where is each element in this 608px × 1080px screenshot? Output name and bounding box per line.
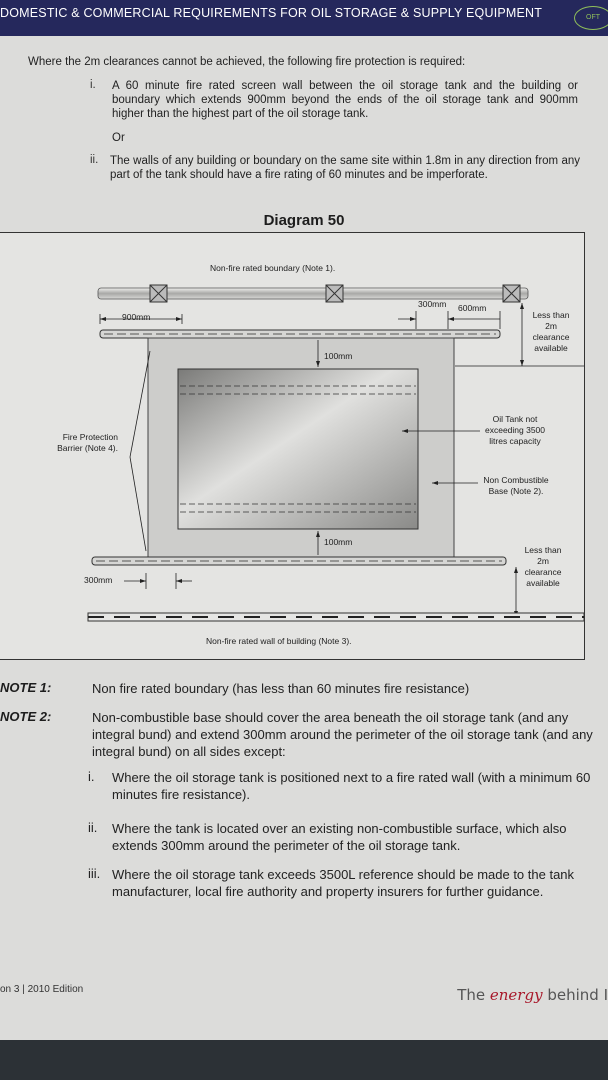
- dim-900mm: 900mm: [122, 312, 151, 322]
- boundary-label: Non-fire rated boundary (Note 1).: [210, 263, 336, 273]
- exception-1-text: Where the oil storage tank is positioned next to a fire rated wall (with a minimum 60 minutes fire resistance).: [112, 770, 591, 802]
- page-header: [0, 0, 608, 36]
- option-2-numeral: ii.: [90, 154, 99, 166]
- diagram-50: [0, 232, 585, 660]
- fence-post: [503, 285, 520, 302]
- option-2-text: The walls of any building or boundary on the same site within 1.8m in any direction from any part of the tank should have a fire rating of 60 minutes and be imperforate.: [110, 155, 580, 181]
- exception-2-text: Where the tank is located over an existing non-combustible surface, which also extends 300mm around the perimeter of the oil storage tank.: [112, 821, 567, 853]
- note-1-text: Non fire rated boundary (has less than 60 minutes fire resistance): [92, 681, 470, 696]
- option-1-text: A 60 minute fire rated screen wall between the oil storage tank and the building or boundary which extends 900mm beyond the ends of the oil storage tank and 900mm higher than the highest part of the oil storage tank.: [112, 80, 578, 120]
- fence-post: [326, 285, 343, 302]
- barrier-label: Fire Protection Barrier (Note 4).: [57, 432, 118, 453]
- dim-100mm-top: 100mm: [324, 351, 353, 361]
- oftec-logo: OFT: [574, 6, 608, 30]
- fence-post: [150, 285, 167, 302]
- clearance-top-label: Less than 2m clearance available: [532, 310, 570, 353]
- intro-text: Where the 2m clearances cannot be achieved, the following fire protection is required:: [28, 56, 466, 68]
- dim-300mm-top: 300mm: [418, 299, 447, 309]
- clearance-bottom-label: Less than 2m clearance available: [524, 545, 562, 588]
- dim-300mm-bottom: 300mm: [84, 575, 113, 585]
- note-1-label: NOTE 1:: [0, 680, 52, 695]
- or-text: Or: [112, 132, 125, 144]
- exception-1-numeral: i.: [88, 769, 95, 784]
- footer-edition: on 3 | 2010 Edition: [0, 984, 84, 995]
- exception-2-numeral: ii.: [88, 820, 98, 835]
- dim-100mm-bottom: 100mm: [324, 537, 353, 547]
- diagram-title: Diagram 50: [263, 212, 345, 229]
- exception-3-numeral: iii.: [88, 866, 101, 881]
- exception-3-text: Where the oil storage tank exceeds 3500L reference should be made to the tank manufacturer, local fire authority and property insurers for further guidance.: [112, 867, 575, 899]
- footer-tagline: The energy behind I: [457, 986, 608, 1004]
- note-2-text: Non-combustible base should cover the area beneath the oil storage tank (and any integral bund) and extend 300mm around the perimeter of the oil storage tank (and any integral bund) on all sides except:: [92, 710, 593, 759]
- oil-tank-label: Oil Tank not exceeding 3500 litres capacity: [484, 414, 546, 446]
- wall-label: Non-fire rated wall of building (Note 3).: [206, 636, 352, 646]
- dim-600mm: 600mm: [458, 303, 487, 313]
- note-2-label: NOTE 2:: [0, 709, 52, 724]
- header-title: DOMESTIC & COMMERCIAL REQUIREMENTS FOR OIL STORAGE & SUPPLY EQUIPMENT: [0, 6, 543, 20]
- oil-tank: [178, 369, 418, 529]
- base-label: Non Combustible Base (Note 2).: [483, 475, 549, 496]
- option-1-numeral: i.: [90, 79, 96, 91]
